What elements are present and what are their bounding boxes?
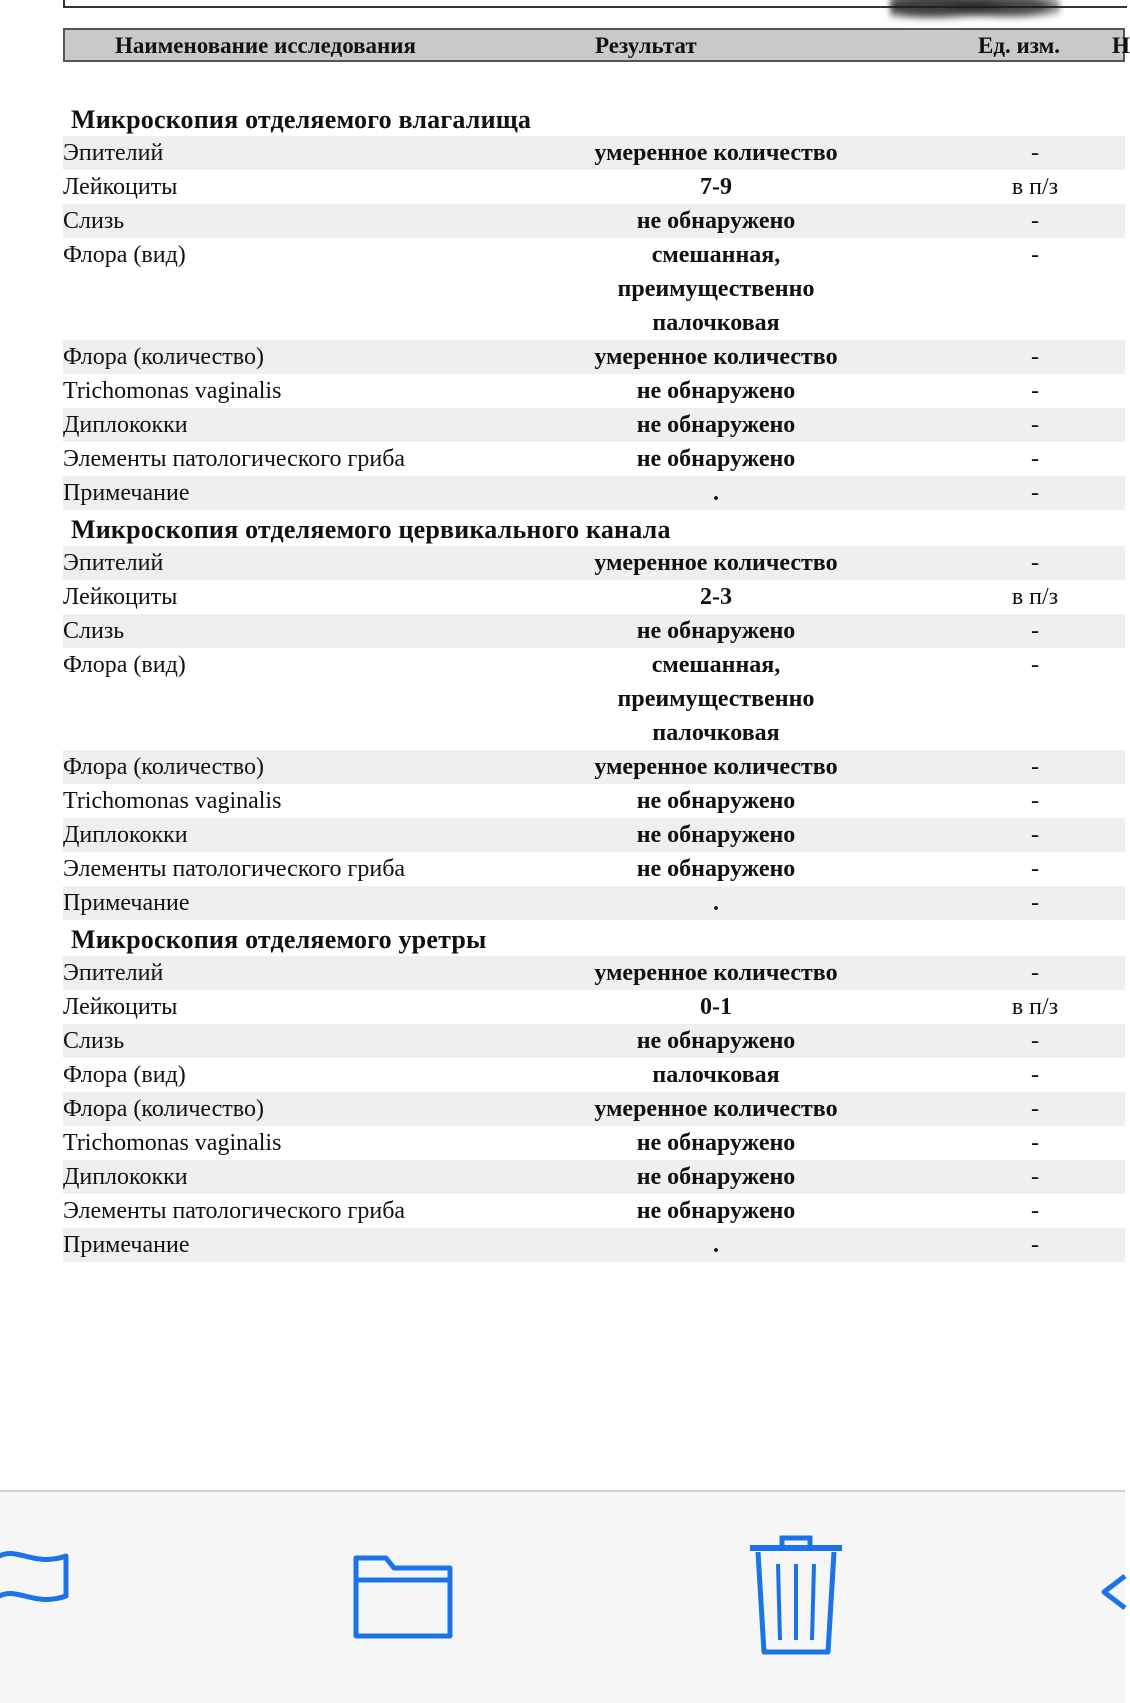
row-result: не обнаружено — [636, 208, 796, 234]
header-norm: Н — [1112, 33, 1130, 58]
section-title: Микроскопия отделяемого уретры — [71, 925, 487, 954]
finger-shadow — [890, 0, 1060, 30]
row-name: Trichomonas vaginalis — [63, 1130, 282, 1156]
row-result: не обнаружено — [636, 1130, 796, 1156]
table-row — [63, 1024, 1125, 1058]
table-row — [63, 990, 1125, 1024]
row-unit: - — [1031, 550, 1039, 576]
table-row — [63, 546, 1125, 580]
table-row — [63, 1126, 1125, 1160]
row-result: не обнаружено — [636, 1164, 796, 1190]
table-row — [63, 1160, 1125, 1194]
row-name: Флора (количество) — [63, 1096, 264, 1122]
row-result-line: преимущественно — [617, 276, 815, 302]
row-unit: - — [1031, 822, 1039, 848]
row-name: Элементы патологического гриба — [63, 446, 406, 472]
row-name: Диплококки — [63, 822, 188, 848]
row-name: Примечание — [63, 1232, 190, 1258]
row-name: Эпителий — [63, 550, 164, 576]
row-result: умеренное количество — [594, 1096, 838, 1122]
table-row — [63, 614, 1125, 648]
row-result: умеренное количество — [594, 550, 838, 576]
row-unit: в п/з — [1011, 174, 1059, 200]
row-unit: - — [1031, 652, 1039, 678]
row-result: палочковая — [652, 1062, 780, 1088]
row-result: умеренное количество — [594, 960, 838, 986]
row-result-line: преимущественно — [617, 686, 815, 712]
row-name: Слизь — [63, 208, 125, 234]
mail-toolbar — [0, 1490, 1125, 1703]
row-unit: - — [1031, 856, 1039, 882]
row-unit: - — [1031, 208, 1039, 234]
row-result: не обнаружено — [636, 856, 796, 882]
row-result-line: палочковая — [652, 310, 780, 336]
flag-icon[interactable] — [0, 1534, 72, 1619]
table-row — [63, 784, 1125, 818]
row-unit: в п/з — [1011, 994, 1059, 1020]
table-row — [63, 580, 1125, 614]
row-result: не обнаружено — [636, 822, 796, 848]
row-unit: - — [1031, 788, 1039, 814]
row-unit: - — [1031, 1062, 1039, 1088]
row-unit: - — [1031, 344, 1039, 370]
row-result: умеренное количество — [594, 754, 838, 780]
row-result: 7-9 — [700, 174, 732, 200]
row-name: Диплококки — [63, 1164, 188, 1190]
table-row — [63, 408, 1125, 442]
row-name: Trichomonas vaginalis — [63, 378, 282, 404]
row-result-line: смешанная, — [651, 242, 781, 268]
row-result: . — [713, 480, 719, 506]
row-name: Примечание — [63, 890, 190, 916]
row-unit: - — [1031, 1028, 1039, 1054]
trash-icon[interactable] — [748, 1532, 844, 1663]
row-name: Флора (количество) — [63, 754, 264, 780]
table-row — [63, 340, 1125, 374]
table-row — [63, 852, 1125, 886]
row-result: не обнаружено — [636, 1028, 796, 1054]
header-unit: Ед. изм. — [978, 33, 1061, 58]
row-unit: - — [1031, 140, 1039, 166]
row-name: Элементы патологического гриба — [63, 1198, 406, 1224]
table-row — [63, 1092, 1125, 1126]
row-name: Лейкоциты — [63, 994, 178, 1020]
row-name: Эпителий — [63, 960, 164, 986]
row-unit: - — [1031, 1232, 1039, 1258]
row-result: не обнаружено — [636, 1198, 796, 1224]
table-row — [63, 204, 1125, 238]
section-title: Микроскопия отделяемого цервикального канала — [71, 515, 671, 544]
row-name: Слизь — [63, 618, 125, 644]
row-result: умеренное количество — [594, 344, 838, 370]
row-name: Флора (вид) — [63, 242, 186, 268]
row-unit: - — [1031, 754, 1039, 780]
row-name: Лейкоциты — [63, 174, 178, 200]
results-table — [63, 100, 1125, 1262]
row-unit: - — [1031, 1130, 1039, 1156]
row-name: Элементы патологического гриба — [63, 856, 406, 882]
table-row — [63, 442, 1125, 476]
row-name: Флора (вид) — [63, 652, 186, 678]
table-header — [63, 28, 1130, 62]
row-unit: - — [1031, 960, 1039, 986]
row-result: не обнаружено — [636, 788, 796, 814]
table-row — [63, 476, 1125, 510]
table-row — [63, 1058, 1125, 1092]
row-unit: в п/з — [1011, 584, 1059, 610]
reply-icon[interactable] — [1100, 1572, 1125, 1617]
row-unit: - — [1031, 412, 1039, 438]
row-result: . — [713, 1232, 719, 1258]
row-unit: - — [1031, 446, 1039, 472]
table-row — [63, 648, 1125, 750]
row-result — [453, 238, 979, 340]
section-title: Микроскопия отделяемого влагалища — [71, 105, 532, 134]
row-result: не обнаружено — [636, 412, 796, 438]
row-unit: - — [1031, 480, 1039, 506]
row-result: 0-1 — [700, 994, 732, 1020]
table-row — [63, 750, 1125, 784]
row-result: умеренное количество — [594, 140, 838, 166]
row-unit: - — [1031, 1096, 1039, 1122]
table-row — [63, 238, 1125, 340]
row-result: не обнаружено — [636, 618, 796, 644]
table-row — [63, 886, 1125, 920]
table-row — [63, 136, 1125, 170]
row-unit: - — [1031, 890, 1039, 916]
row-result: не обнаружено — [636, 446, 796, 472]
row-name: Эпителий — [63, 140, 164, 166]
row-unit: - — [1031, 618, 1039, 644]
row-result-line: палочковая — [652, 720, 780, 746]
row-result: 2-3 — [700, 584, 732, 610]
folder-icon[interactable] — [352, 1552, 454, 1645]
table-row — [63, 1228, 1125, 1262]
row-unit: - — [1031, 1164, 1039, 1190]
row-result: не обнаружено — [636, 378, 796, 404]
row-name: Trichomonas vaginalis — [63, 788, 282, 814]
row-result — [453, 648, 979, 750]
table-row — [63, 374, 1125, 408]
table-row — [63, 1194, 1125, 1228]
table-row — [63, 170, 1125, 204]
row-name: Флора (количество) — [63, 344, 264, 370]
row-name: Лейкоциты — [63, 584, 178, 610]
row-name: Диплококки — [63, 412, 188, 438]
table-row — [63, 818, 1125, 852]
row-unit: - — [1031, 1198, 1039, 1224]
header-name: Наименование исследования — [115, 33, 416, 58]
row-unit: - — [1031, 378, 1039, 404]
header-result: Результат — [595, 33, 697, 58]
row-name: Слизь — [63, 1028, 125, 1054]
table-row — [63, 956, 1125, 990]
row-name: Флора (вид) — [63, 1062, 186, 1088]
row-result: . — [713, 890, 719, 916]
row-result-line: смешанная, — [651, 652, 781, 678]
row-name: Примечание — [63, 480, 190, 506]
row-unit: - — [1031, 242, 1039, 268]
